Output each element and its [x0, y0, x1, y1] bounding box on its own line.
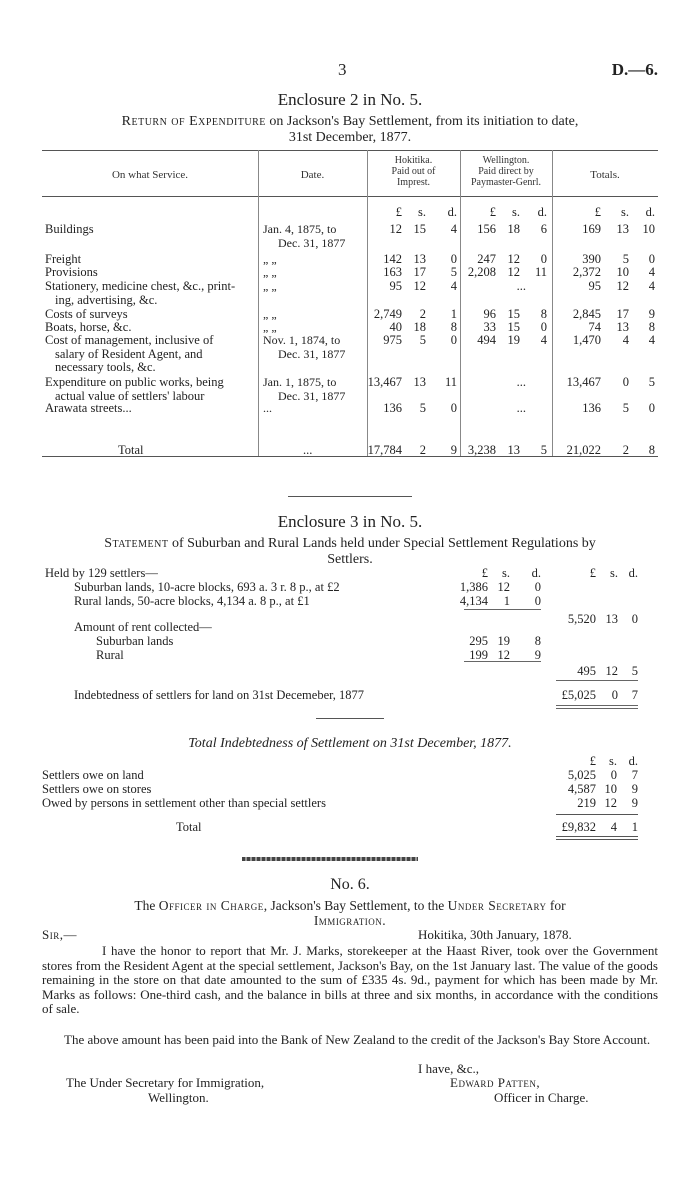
rent-rural-value-pounds: 199 [469, 648, 488, 662]
addressee-line-1: The Under Secretary for Immigration, [66, 1075, 265, 1090]
row-wellington-pounds: 156 [477, 222, 496, 236]
row-hokitika-pounds: 142 [383, 252, 402, 266]
col-b-unit-pounds: £ [589, 566, 596, 580]
row-hokitika-pence: 0 [450, 401, 457, 415]
sum-rule [556, 680, 638, 681]
indebt-row-value-shillings: 0 [610, 768, 617, 782]
row-total-pounds: 136 [582, 401, 601, 415]
row-wellington-blank: ... [516, 401, 526, 415]
row-hokitika-pence: 4 [450, 222, 457, 236]
row-date: Jan. 1, 1875, to [263, 375, 337, 389]
subtotal-2-shillings: 12 [605, 664, 618, 678]
column-header-totals: Totals. [590, 169, 620, 181]
row-service: Provisions [45, 265, 98, 279]
row-wellington-blank: ... [516, 375, 526, 389]
col-a-unit-shillings: s. [502, 566, 510, 580]
row-wellington-shillings: 19 [507, 333, 520, 347]
row-hokitika-pounds: 163 [383, 265, 402, 279]
indebt-total-value-shillings: 4 [610, 820, 617, 834]
row-total-shillings: 17 [616, 307, 629, 321]
total-hokitika-shillings: 2 [419, 443, 426, 457]
total-hokitika-pence: 9 [450, 443, 457, 457]
col-a-unit-pence: d. [531, 566, 541, 580]
subtotal-1-pounds: 5,520 [567, 612, 596, 626]
row-total-shillings: 13 [616, 320, 629, 334]
row-wellington-pence: 6 [540, 222, 547, 236]
row-date: Dec. 31, 1877 [278, 388, 346, 403]
row-hokitika-pence: 1 [450, 307, 457, 321]
total-totals-pence: 8 [648, 443, 655, 457]
suburban-value-shillings: 12 [497, 580, 510, 594]
row-wellington-shillings: 12 [507, 265, 520, 279]
row-hokitika-pence: 0 [450, 252, 457, 266]
row-hokitika-shillings: 13 [413, 375, 426, 389]
rural-value-pounds: 4,134 [459, 594, 488, 608]
rent-suburban-value-pounds: 295 [469, 634, 488, 648]
total-wellington-pence: 5 [540, 443, 547, 457]
indebt-row-label: Owed by persons in settlement other than special settlers [42, 796, 326, 810]
row-wellington-pounds: 494 [477, 333, 496, 347]
row-wellington-pence: 0 [540, 252, 547, 266]
sum-rule [556, 836, 638, 837]
indebtedness-value-pence: 7 [631, 688, 638, 702]
row-date: „ „ [263, 265, 277, 279]
wellington-unit-pounds: £ [489, 205, 496, 219]
total-wellington-pounds: 3,238 [467, 443, 496, 457]
closing: I have, &c., [418, 1061, 480, 1076]
row-service: Arawata streets... [45, 401, 132, 415]
total-totals-pounds: 21,022 [566, 443, 601, 457]
row-date: „ „ [263, 307, 277, 321]
row-total-pence: 0 [648, 401, 655, 415]
row-date: „ „ [263, 252, 277, 266]
signer-name: Edward Patten, [450, 1075, 541, 1090]
indebt-unit-pounds: £ [589, 754, 596, 768]
row-total-pence: 10 [642, 222, 655, 236]
row-hokitika-pence: 11 [444, 375, 457, 389]
subtotal-2-pence: 5 [631, 664, 638, 678]
indebt-row-value-pounds: 4,587 [567, 782, 596, 796]
row-hokitika-shillings: 2 [419, 307, 426, 321]
row-total-pounds: 13,467 [566, 375, 601, 389]
column-header-wellington: Wellington. Paid direct by Paymaster-Genrl. [470, 155, 542, 188]
row-total-shillings: 10 [616, 265, 629, 279]
row-hokitika-shillings: 5 [419, 401, 426, 415]
enclosure-3-title: Statement of Suburban and Rural Lands held under Special Settlement Regulations by Settlers. [104, 536, 596, 567]
indebt-total-label: Total [176, 820, 202, 834]
row-wellington-blank: ... [516, 279, 526, 293]
hokitika-unit-pounds: £ [395, 205, 402, 219]
row-hokitika-pounds: 95 [389, 279, 402, 293]
row-total-shillings: 5 [622, 252, 629, 266]
row-total-shillings: 12 [616, 279, 629, 293]
row-wellington-shillings: 15 [507, 320, 520, 334]
row-hokitika-shillings: 13 [413, 252, 426, 266]
ornament-divider [242, 857, 418, 861]
held-by-label: Held by 129 settlers— [45, 566, 158, 580]
row-total-shillings: 5 [622, 401, 629, 415]
indebtedness-value-pounds: £5,025 [561, 688, 596, 702]
sum-rule [556, 814, 638, 815]
indebt-unit-shillings: s. [609, 754, 617, 768]
rural-value-pence: 0 [534, 594, 541, 608]
row-hokitika-pounds: 12 [389, 222, 402, 236]
row-total-pounds: 1,470 [572, 333, 601, 347]
row-total-pence: 5 [648, 375, 655, 389]
row-hokitika-pounds: 975 [383, 333, 402, 347]
totals-unit-shillings: s. [621, 205, 629, 219]
indebt-total-value-pounds: £9,832 [561, 820, 596, 834]
rent-rural-value-shillings: 12 [497, 648, 510, 662]
row-hokitika-pence: 0 [450, 333, 457, 347]
indebtedness-value-shillings: 0 [611, 688, 618, 702]
row-wellington-pounds: 33 [483, 320, 496, 334]
sum-rule [464, 661, 541, 662]
row-total-shillings: 0 [622, 375, 629, 389]
wellington-unit-shillings: s. [512, 205, 520, 219]
indebt-row-value-shillings: 10 [604, 782, 617, 796]
hokitika-unit-shillings: s. [418, 205, 426, 219]
enclosure-3-heading: Enclosure 3 in No. 5. [277, 512, 423, 531]
rent-suburban-label: Suburban lands [96, 634, 174, 648]
place-date: Hokitika, 30th January, 1878. [418, 927, 572, 942]
row-hokitika-pence: 8 [450, 320, 457, 334]
row-hokitika-shillings: 18 [413, 320, 426, 334]
wellington-unit-pence: d. [537, 205, 547, 219]
total-indebtedness-heading: Total Indebtedness of Settlement on 31st December, 1877. [188, 736, 512, 751]
column-header-service: On what Service. [111, 169, 189, 181]
row-hokitika-pence: 4 [450, 279, 457, 293]
row-date: Jan. 4, 1875, to [263, 222, 337, 236]
suburban-value-pounds: 1,386 [459, 580, 488, 594]
indebt-row-value-pence: 7 [631, 768, 638, 782]
rent-suburban-value-shillings: 19 [497, 634, 510, 648]
indebt-row-label: Settlers owe on land [42, 768, 144, 782]
row-service: Freight [45, 252, 82, 266]
sum-rule [556, 705, 638, 706]
column-header-hokitika: Hokitika. Paid out of Imprest. [391, 155, 436, 188]
row-date: ... [263, 401, 272, 415]
rent-suburban-value-pence: 8 [534, 634, 541, 648]
indebt-row-value-pounds: 5,025 [567, 768, 596, 782]
row-total-pence: 9 [648, 307, 655, 321]
sum-rule [464, 609, 541, 610]
row-service: Expenditure on public works, being [45, 375, 224, 389]
row-hokitika-shillings: 5 [419, 333, 426, 347]
total-label: Total [118, 443, 144, 457]
rent-rural-value-pence: 9 [534, 648, 541, 662]
row-total-pence: 4 [648, 265, 655, 279]
row-wellington-pounds: 247 [477, 252, 496, 266]
row-hokitika-pounds: 136 [383, 401, 402, 415]
suburban-value-pence: 0 [534, 580, 541, 594]
salutation: Sir,— [42, 927, 77, 942]
row-hokitika-pounds: 13,467 [367, 375, 402, 389]
row-total-pence: 8 [648, 320, 655, 334]
indebt-row-value-pence: 9 [631, 782, 638, 796]
row-total-pence: 4 [648, 333, 655, 347]
letter-title: The Officer in Charge, Jackson's Bay Settlement, to the Under Secretary for Immigration. [134, 898, 566, 928]
indebt-unit-pence: d. [628, 754, 638, 768]
row-total-pounds: 390 [582, 252, 601, 266]
total-hokitika-pounds: 17,784 [367, 443, 402, 457]
letter-paragraph-1: I have the honor to report that Mr. J. Marks, storekeeper at the Haast River, took over the Government stores from the Resident Agent at the special settlement, Jackson's Bay, on the 1st January last. The value of the goods remaining in the store on that date amounted to the sum of £335 4s. 9d., payment for which has been made by Mr. Marks as follows: One-third cash, and the balance in bills at three and six months, in accordance with the conditions of sale. [42, 943, 658, 1016]
col-a-unit-pounds: £ [481, 566, 488, 580]
row-wellington-shillings: 15 [507, 307, 520, 321]
row-total-pounds: 169 [582, 222, 601, 236]
col-b-unit-shillings: s. [610, 566, 618, 580]
total-totals-shillings: 2 [622, 443, 629, 457]
addressee-line-2: Wellington. [148, 1090, 209, 1105]
row-date: Dec. 31, 1877 [278, 346, 346, 361]
indebt-row-value-pounds: 219 [577, 796, 596, 810]
subtotal-2-pounds: 495 [577, 664, 596, 678]
indebt-total-value-pence: 1 [631, 820, 638, 834]
row-wellington-pounds: 2,208 [467, 265, 496, 279]
column-header-date: Date. [300, 169, 325, 181]
row-date: „ „ [263, 279, 277, 293]
row-total-pounds: 2,845 [572, 307, 601, 321]
row-total-shillings: 4 [622, 333, 629, 347]
signer-title: Officer in Charge. [494, 1090, 589, 1105]
total-date: ... [303, 443, 313, 457]
row-wellington-shillings: 12 [507, 252, 520, 266]
indebt-row-label: Settlers owe on stores [42, 782, 152, 796]
row-total-pence: 4 [648, 279, 655, 293]
enclosure-2-title: Return of Expenditure on Jackson's Bay Settlement, from its initiation to date, 31st December, 1877. [121, 114, 579, 145]
rural-label: Rural lands, 50-acre blocks, 4,134 a. 8 p., at £1 [74, 594, 310, 608]
rent-label: Amount of rent collected— [74, 620, 212, 634]
row-wellington-pence: 4 [540, 333, 547, 347]
letter-paragraph-2: The above amount has been paid into the Bank of New Zealand to the credit of the Jackson's Bay Store Account. [64, 1032, 651, 1047]
row-hokitika-shillings: 17 [413, 265, 426, 279]
row-hokitika-pence: 5 [450, 265, 457, 279]
suburban-label: Suburban lands, 10-acre blocks, 693 a. 3 r. 8 p., at £2 [74, 580, 340, 594]
col-b-unit-pence: d. [628, 566, 638, 580]
row-total-pounds: 95 [588, 279, 601, 293]
row-wellington-pence: 8 [540, 307, 547, 321]
subtotal-1-shillings: 13 [605, 612, 618, 626]
row-hokitika-pounds: 40 [389, 320, 402, 334]
row-service: ing, advertising, &c. [55, 292, 158, 307]
totals-unit-pence: d. [645, 205, 655, 219]
indebtedness-label: Indebtedness of settlers for land on 31st Decemeber, 1877 [74, 688, 365, 702]
row-service: Cost of management, inclusive of [45, 333, 214, 347]
row-service: Stationery, medicine chest, &c., print- [45, 279, 236, 293]
row-total-pounds: 74 [588, 320, 601, 334]
row-date: „ „ [263, 320, 277, 334]
row-service: Costs of surveys [45, 307, 128, 321]
enclosure-2-heading: Enclosure 2 in No. 5. [277, 90, 423, 109]
page-reference: D.—6. [611, 60, 658, 79]
sum-rule [556, 708, 638, 709]
row-wellington-pounds: 96 [483, 307, 496, 321]
row-hokitika-shillings: 12 [413, 279, 426, 293]
rent-rural-label: Rural [96, 648, 124, 662]
row-service: necessary tools, &c. [55, 360, 156, 374]
row-hokitika-shillings: 15 [413, 222, 426, 236]
indebt-row-value-pence: 9 [631, 796, 638, 810]
hokitika-unit-pence: d. [447, 205, 457, 219]
row-hokitika-pounds: 2,749 [373, 307, 402, 321]
indebt-row-value-shillings: 12 [604, 796, 617, 810]
row-total-pence: 0 [648, 252, 655, 266]
page-number: 3 [338, 60, 347, 79]
row-date: Nov. 1, 1874, to [263, 333, 341, 347]
row-wellington-pence: 0 [540, 320, 547, 334]
row-wellington-pence: 11 [534, 265, 547, 279]
no6-heading: No. 6. [330, 876, 370, 893]
row-service: Boats, horse, &c. [45, 320, 132, 334]
row-service: salary of Resident Agent, and [55, 346, 203, 361]
row-total-pounds: 2,372 [572, 265, 601, 279]
sum-rule [556, 839, 638, 840]
subtotal-1-pence: 0 [631, 612, 638, 626]
row-wellington-shillings: 18 [507, 222, 520, 236]
row-service: Buildings [45, 222, 94, 236]
rural-value-shillings: 1 [503, 594, 510, 608]
totals-unit-pounds: £ [594, 205, 601, 219]
total-wellington-shillings: 13 [507, 443, 520, 457]
row-service: actual value of settlers' labour [55, 388, 205, 403]
row-date: Dec. 31, 1877 [278, 235, 346, 250]
row-total-shillings: 13 [616, 222, 629, 236]
